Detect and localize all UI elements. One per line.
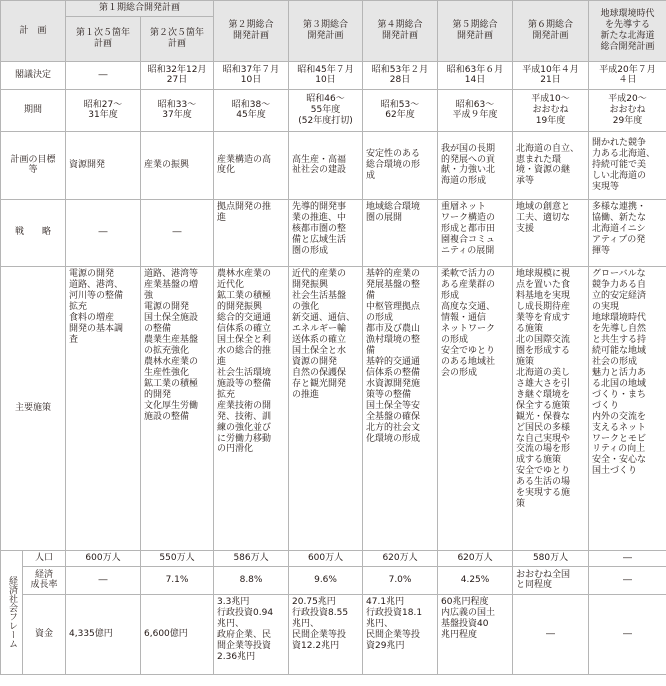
row-seichoritsu <box>1 566 666 594</box>
table-cell: 北海道の自立、 恵まれた環 境・資源の継 承等 <box>513 131 589 199</box>
row-label: 資金 <box>23 594 66 674</box>
table-cell: 580万人 <box>513 550 589 566</box>
table-cell: 昭和45年７月 10日 <box>289 61 363 89</box>
table-cell: 7.1% <box>141 566 214 594</box>
table-cell: ― <box>66 199 141 266</box>
header-latest: 地球環境時代 を先導する 新たな北海道 総合開発計画 <box>589 1 666 62</box>
table-cell: 先導的開発事 業の推進、中 核都市圏の整 備と広域生活 圏の形成 <box>289 199 363 266</box>
row-jinko <box>1 550 666 566</box>
table-cell: 産業構造の高 度化 <box>214 131 289 199</box>
table-cell: 昭和46〜 55年度 (52年度打切) <box>289 89 363 131</box>
table-cell: グローバルな 競争力ある自 立的安定経済 の実現 地球環境時代 を先導し自然 と共生する持 続可能な地域 社会の形成 魅力と活力あ る北国の地域 づくり・まち づくり 内外の交流を 支えるネット ワークとモビ リティの向上 安全・安心な 国土づくり <box>589 266 666 550</box>
table-cell: 586万人 <box>214 550 289 566</box>
table-cell: 拠点開発の推 進 <box>214 199 289 266</box>
table-cell: 4,335億円 <box>66 594 141 674</box>
table-cell: 昭和53年２月 28日 <box>363 61 438 89</box>
header-row-1 <box>1 1 666 17</box>
table-cell: 620万人 <box>363 550 438 566</box>
table-cell: 60兆円程度 内広義の国土 基盤投資40 兆円程度 <box>438 594 513 674</box>
table-cell: 6,600億円 <box>141 594 214 674</box>
table-cell: 平成10年４月 21日 <box>513 61 589 89</box>
table-cell: 安定性のある 総合環境の形 成 <box>363 131 438 199</box>
table-cell: 地球規模に視 点を置いた食 料基地を実現 し成長期待産 業等を育成す る施策 北の国際交流 圏を形成する 施策 北海道の美し さ雄大さを引 き継ぐ環境を 保全する施策 観光・保養な ど国民の多様 な自己実現や 交流の場を形 成する施策 安全でゆとり ある生活の場 を実現する施 策 <box>513 266 589 550</box>
table-cell: ― <box>513 594 589 674</box>
table-cell: ― <box>66 566 141 594</box>
table-cell: 昭和33〜 37年度 <box>141 89 214 131</box>
header-dai3: 第３期総合 開発計画 <box>289 1 363 62</box>
table-cell: 柔軟で活力の ある産業群の 形成 高度な交通、 情報・通信 ネットワーク の形成 安全でゆとり のある地域社 会の形成 <box>438 266 513 550</box>
table-cell: 基幹的産業の 発展基盤の整 備 中枢管理拠点 の形成 都市及び農山 漁村環境の整 備 基幹的交通通 信体系の整備 水資源開発施 策等の整備 国土保全等安 全基盤の確保 北方的社会文 化環境の形成 <box>363 266 438 550</box>
table-cell: 地域総合環境 圏の展開 <box>363 199 438 266</box>
table-cell: 多様な連携・ 協働、新たな 北海道イニシ アティブの発 揮等 <box>589 199 666 266</box>
table-cell: 電源の開発 道路、港湾、 河川等の整備 拡充 食料の増産 開発の基本調 査 <box>66 266 141 550</box>
header-dai5: 第５期総合 開発計画 <box>438 1 513 62</box>
row-label: 主要施策 <box>1 266 66 550</box>
header-dai2: 第２期総合 開発計画 <box>214 1 289 62</box>
table-cell: 高生産・高福 祉社会の建設 <box>289 131 363 199</box>
row-senryaku <box>1 199 666 266</box>
table-cell: 昭和53〜 62年度 <box>363 89 438 131</box>
table-cell: 資源開発 <box>66 131 141 199</box>
header-dai1-group: 第１期総合開発計画 <box>66 1 214 17</box>
row-label: 戦 略 <box>1 199 66 266</box>
table-cell: ― <box>66 61 141 89</box>
table-cell: 9.6% <box>289 566 363 594</box>
table-cell: 3.3兆円 行政投資0.94 兆円、 政府企業、民 間企業等投資 2.36兆円 <box>214 594 289 674</box>
table-cell: 8.8% <box>214 566 289 594</box>
table-cell: 600万人 <box>66 550 141 566</box>
table-cell: 地域の創意と 工夫、適切な 支援 <box>513 199 589 266</box>
table-cell: 道路、港湾等 産業基盤の増 強 電源の開発 国土保全施設 の整備 農業生産基盤 の拡充強化 農林水産業の 生産性強化 鉱工業の積極 的開発 文化厚生労働 施設の整備 <box>141 266 214 550</box>
table-cell: 7.0% <box>363 566 438 594</box>
table-cell: 昭和27〜 31年度 <box>66 89 141 131</box>
header-dai1-1: 第１次５箇年 計画 <box>66 16 141 61</box>
row-kakugi <box>1 61 666 89</box>
table-cell: 我が国の長期 的発展への貢 献・力強い北 海道の形成 <box>438 131 513 199</box>
header-keikaku: 計 画 <box>1 1 66 62</box>
row-kikan <box>1 89 666 131</box>
table-cell: ― <box>589 594 666 674</box>
table-cell: 平成20年７月 ４日 <box>589 61 666 89</box>
frame-label: 経済社会フレーム <box>1 550 23 674</box>
header-dai6: 第６期総合 開発計画 <box>513 1 589 62</box>
table-cell: ― <box>589 566 666 594</box>
table-cell: ― <box>589 550 666 566</box>
table-cell: 550万人 <box>141 550 214 566</box>
table-cell: 開かれた競争 力ある北海道、 持続可能で美 しい北海道の 実現等 <box>589 131 666 199</box>
table-cell: 農林水産業の 近代化 鉱工業の積極 的開発振興 総合的交通通 信体系の確立 国土保全と利 水の総合的推 進 社会生活環境 施設等の整備 拡充 産業技術の開 発、技術、訓 練の強化並び に労働力移動 の円滑化 <box>214 266 289 550</box>
table-cell: 昭和32年12月 27日 <box>141 61 214 89</box>
table-cell: 4.25% <box>438 566 513 594</box>
table-cell: 重層ネット ワーク構造の 形成と都市田 園複合コミュ ニティの展開 <box>438 199 513 266</box>
row-shikin <box>1 594 666 674</box>
row-label: 経済 成長率 <box>23 566 66 594</box>
table-cell: ― <box>141 199 214 266</box>
table-cell: 47.1兆円 行政投資18.1 兆円、 民間企業等投 資29兆円 <box>363 594 438 674</box>
header-dai4: 第４期総合 開発計画 <box>363 1 438 62</box>
table-cell: 昭和37年７月 10日 <box>214 61 289 89</box>
row-label: 人口 <box>23 550 66 566</box>
row-shisaku <box>1 266 666 550</box>
table-cell: 昭和38〜 45年度 <box>214 89 289 131</box>
row-label: 閣議決定 <box>1 61 66 89</box>
row-label: 期間 <box>1 89 66 131</box>
table-cell: 平成10〜 おおむね 19年度 <box>513 89 589 131</box>
row-label: 計画の目標 等 <box>1 131 66 199</box>
row-mokuhyo <box>1 131 666 199</box>
table-cell: 620万人 <box>438 550 513 566</box>
table-cell: 20.75兆円 行政投資8.55 兆円、 民間企業等投 資12.2兆円 <box>289 594 363 674</box>
table-cell: 昭和63〜 平成９年度 <box>438 89 513 131</box>
table-cell: 近代的産業の 開発振興 社会生活基盤 の強化 新交通、通信、 エネルギー輸 送体系の確立 国土保全と水 資源の開発 自然の保護保 存と観光開発 の推進 <box>289 266 363 550</box>
table-cell: 600万人 <box>289 550 363 566</box>
table-cell: 平成20〜 おおむね 29年度 <box>589 89 666 131</box>
table-cell: おおむね全国 と同程度 <box>513 566 589 594</box>
header-dai1-2: 第２次５箇年 計画 <box>141 16 214 61</box>
table-cell: 産業の振興 <box>141 131 214 199</box>
table-cell: 昭和63年６月 14日 <box>438 61 513 89</box>
